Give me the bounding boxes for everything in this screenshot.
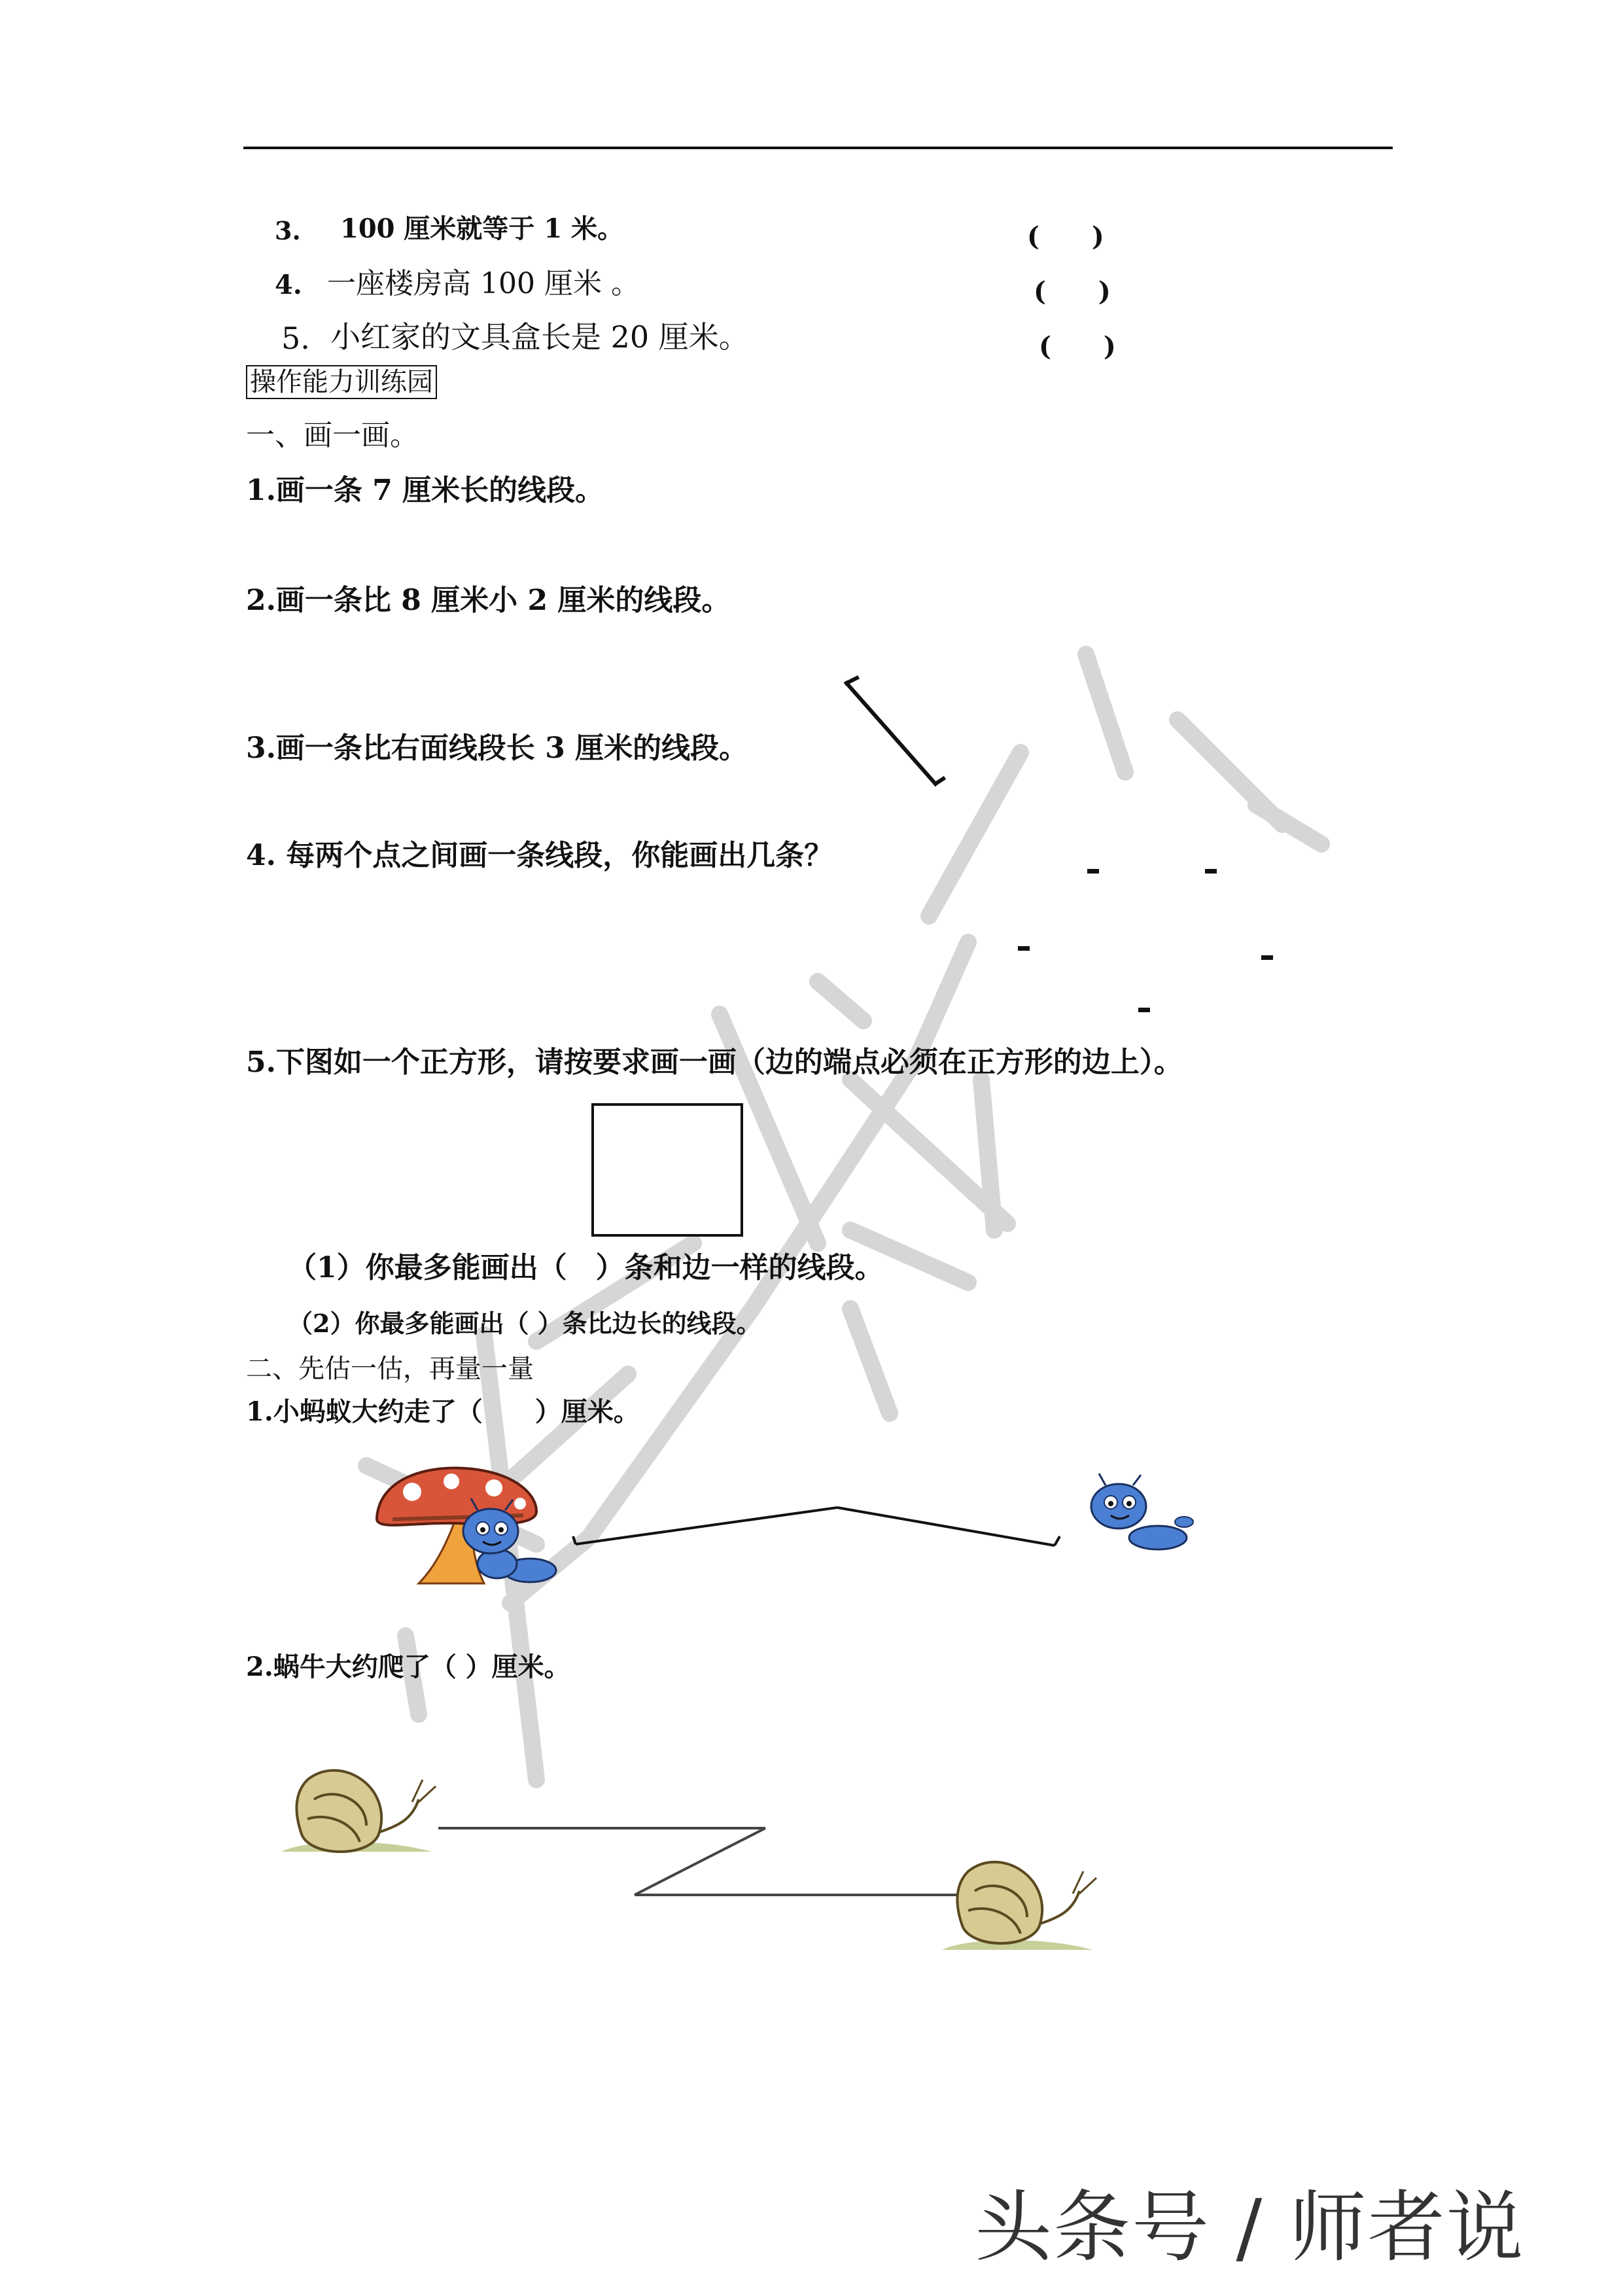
ant-icon (445, 1498, 563, 1590)
point-2 (1205, 869, 1217, 874)
part1-q5: 5.下图如一个正方形，请按要求画一画（边的端点必须在正方形的边上）。 (246, 1046, 1183, 1079)
ant-icon (1079, 1472, 1197, 1557)
q3-answer-paren[interactable]: ( ) (1027, 221, 1104, 252)
part2-q2: 2.蜗牛大约爬了（ ）厘米。 (246, 1651, 570, 1682)
q5-answer-paren[interactable]: ( ) (1039, 331, 1116, 362)
part1-q1: 1.画一条 7 厘米长的线段。 (246, 474, 604, 507)
q4-text: 一座楼房高 100 厘米 。 (327, 267, 640, 300)
part1-heading: 一、画一画。 (246, 419, 419, 452)
reference-segment (837, 674, 955, 792)
part1-q2: 2.画一条比 8 厘米小 2 厘米的线段。 (246, 584, 731, 617)
part1-q5-sub1: （1）你最多能画出（ ）条和边一样的线段。 (288, 1251, 884, 1284)
q3-number: 3. (275, 216, 301, 245)
q5-number: 5. (281, 321, 310, 356)
part1-q5-sub2: （2）你最多能画出（ ）条比边长的线段。 (288, 1309, 761, 1338)
snail-icon (281, 1760, 445, 1865)
q3-text: 100 厘米就等于 1 米。 (340, 213, 624, 244)
snail-path-line (438, 1819, 975, 1904)
point-4 (1261, 955, 1273, 960)
ant-path-line (563, 1498, 1073, 1564)
q4-number: 4. (275, 270, 302, 300)
part2-q1: 1.小蚂蚁大约走了（ ）厘米。 (246, 1396, 640, 1427)
square-figure (591, 1103, 743, 1237)
section-label-box: 操作能力训练园 (246, 365, 437, 399)
q4-answer-paren[interactable]: ( ) (1034, 276, 1111, 307)
q5-text: 小红家的文具盒长是 20 厘米。 (330, 319, 749, 355)
snail-icon (942, 1852, 1106, 1963)
point-1 (1087, 869, 1099, 874)
part2-heading: 二、先估一估，再量一量 (246, 1354, 534, 1384)
point-3 (1018, 946, 1030, 951)
part1-q4: 4. 每两个点之间画一条线段，你能画出几条？ (246, 839, 833, 872)
footer-watermark: 头条号 / 师者说 (975, 2182, 1525, 2272)
part1-q3: 3.画一条比右面线段长 3 厘米的线段。 (246, 732, 748, 765)
point-5 (1138, 1008, 1150, 1012)
